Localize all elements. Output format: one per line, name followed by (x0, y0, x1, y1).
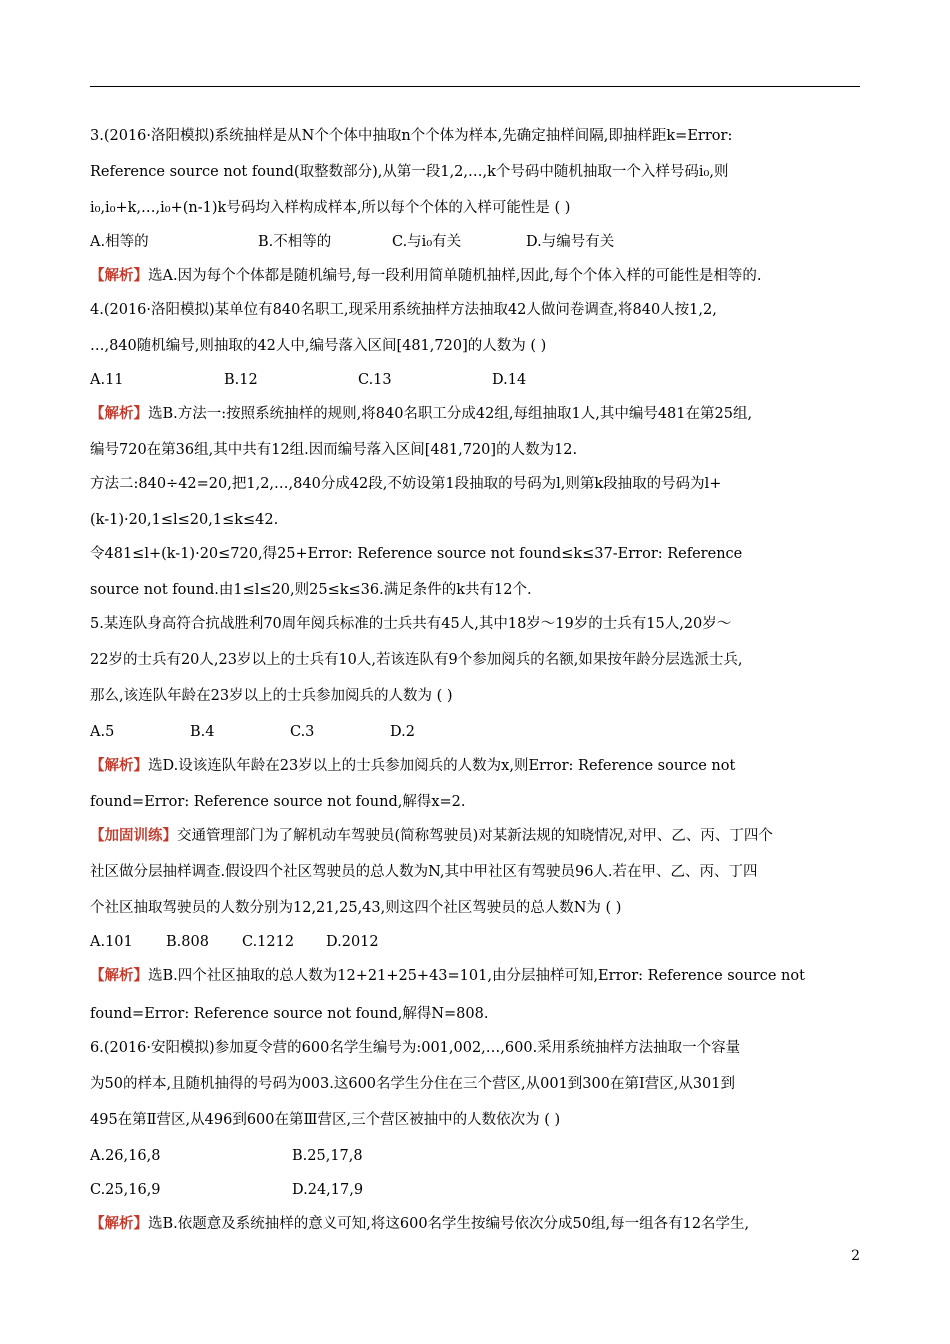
q6-line: 495在第Ⅱ营区,从496到600在第Ⅲ营区,三个营区被抽中的人数依次为 ( ) (90, 1112, 561, 1128)
q3-analysis (90, 266, 762, 286)
extra-analysis (90, 966, 805, 986)
q3-option-b: B.不相等的 (258, 234, 332, 250)
q5-option-b: B.4 (190, 724, 215, 740)
analysis-text: 选B.依题意及系统抽样的意义可知,将这600名学生按编号依次分成50组,每一组各有12名学生, (148, 1216, 750, 1232)
q4-line: 4.(2016·洛阳模拟)某单位有840名职工,现采用系统抽样方法抽取42人做问卷调查,将840人按1,2, (90, 302, 717, 318)
analysis-tag: 【解析】 (90, 405, 148, 422)
analysis-text: 选D.设该连队年龄在23岁以上的士兵参加阅兵的人数为x,则Error: Reference source not (148, 758, 736, 774)
analysis-text: 选B.方法一:按照系统抽样的规则,将840名职工分成42组,每组抽取1人,其中编号481在第25组, (148, 406, 753, 422)
q5-option-a: A.5 (90, 724, 115, 740)
extra-line (90, 826, 773, 846)
q6-line: 6.(2016·安阳模拟)参加夏令营的600名学生编号为:001,002,…,600.采用系统抽样方法抽取一个容量 (90, 1040, 741, 1056)
extra-line: 个社区抽取驾驶员的人数分别为12,21,25,43,则这四个社区驾驶员的总人数N为 ( ) (90, 900, 622, 916)
analysis-tag: 【解析】 (90, 757, 148, 774)
q6-option-c: C.25,16,9 (90, 1182, 161, 1198)
q5-line: 5.某连队身高符合抗战胜利70周年阅兵标准的士兵共有45人,其中18岁～19岁的士兵有15人,20岁～ (90, 616, 732, 632)
q4-line: …,840随机编号,则抽取的42人中,编号落入区间[481,720]的人数为 ( ) (90, 338, 547, 354)
q5-analysis-line: found=Error: Reference source not found,解得x=2. (90, 794, 466, 810)
analysis-tag: 【解析】 (90, 1215, 148, 1232)
q4-analysis-line: (k-1)·20,1≤l≤20,1≤k≤42. (90, 512, 279, 528)
q4-analysis (90, 404, 752, 424)
extra-option-a: A.101 (90, 934, 133, 950)
page-number: 2 (851, 1248, 860, 1264)
extra-option-c: C.1212 (242, 934, 295, 950)
q5-analysis (90, 756, 735, 776)
q4-analysis-line: source not found.由1≤l≤20,则25≤k≤36.满足条件的k共有12个. (90, 582, 532, 598)
q5-line: 22岁的士兵有20人,23岁以上的士兵有10人,若该连队有9个参加阅兵的名额,如果按年龄分层选派士兵, (90, 652, 743, 668)
q4-option-c: C.13 (358, 372, 392, 388)
q5-option-c: C.3 (290, 724, 315, 740)
q6-line: 为50的样本,且随机抽得的号码为003.这600名学生分住在三个营区,从001到300在第Ⅰ营区,从301到 (90, 1076, 735, 1092)
q3-line: 3.(2016·洛阳模拟)系统抽样是从N个个体中抽取n个个体为样本,先确定抽样间隔,即抽样距k=Error: (90, 128, 733, 144)
q4-analysis-line: 令481≤l+(k-1)·20≤720,得25+Error: Reference source not found≤k≤37-Error: Reference (90, 546, 743, 562)
extra-line: 社区做分层抽样调查.假设四个社区驾驶员的总人数为N,其中甲社区有驾驶员96人.若在甲、乙、丙、丁四 (90, 864, 758, 880)
analysis-text: 选A.因为每个个体都是随机编号,每一段利用简单随机抽样,因此,每个个体入样的可能性是相等的. (148, 268, 762, 284)
q4-option-a: A.11 (90, 372, 124, 388)
q3-line: Reference source not found(取整数部分),从第一段1,2,…,k个号码中随机抽取一个入样号码i₀,则 (90, 164, 729, 180)
q4-option-d: D.14 (492, 372, 527, 388)
q3-line: i₀,i₀+k,…,i₀+(n-1)k号码均入样构成样本,所以每个个体的入样可能性是 ( ) (90, 200, 571, 216)
extra-tag: 【加固训练】 (90, 827, 177, 844)
q3-option-a: A.相等的 (90, 234, 149, 250)
analysis-tag: 【解析】 (90, 967, 148, 984)
extra-option-d: D.2012 (326, 934, 379, 950)
q3-option-d: D.与编号有关 (526, 234, 615, 250)
extra-analysis-line: found=Error: Reference source not found,解得N=808. (90, 1006, 489, 1022)
analysis-text: 选B.四个社区抽取的总人数为12+21+25+43=101,由分层抽样可知,Error: Reference source not (148, 968, 805, 984)
q4-analysis-line: 编号720在第36组,其中共有12组.因而编号落入区间[481,720]的人数为12. (90, 442, 578, 458)
extra-option-b: B.808 (166, 934, 209, 950)
q6-option-b: B.25,17,8 (292, 1148, 363, 1164)
q6-option-d: D.24,17,9 (292, 1182, 364, 1198)
q4-analysis-line: 方法二:840÷42=20,把1,2,…,840分成42段,不妨设第1段抽取的号码为l,则第k段抽取的号码为l+ (90, 476, 722, 492)
q5-option-d: D.2 (390, 724, 415, 740)
extra-text: 交通管理部门为了解机动车驾驶员(简称驾驶员)对某新法规的知晓情况,对甲、乙、丙、丁四个 (177, 828, 773, 844)
q6-option-a: A.26,16,8 (90, 1148, 161, 1164)
header-rule (90, 86, 860, 87)
q5-line: 那么,该连队年龄在23岁以上的士兵参加阅兵的人数为 ( ) (90, 688, 453, 704)
q6-analysis (90, 1214, 749, 1234)
q3-option-c: C.与i₀有关 (392, 234, 462, 250)
analysis-tag: 【解析】 (90, 267, 148, 284)
q4-option-b: B.12 (224, 372, 258, 388)
